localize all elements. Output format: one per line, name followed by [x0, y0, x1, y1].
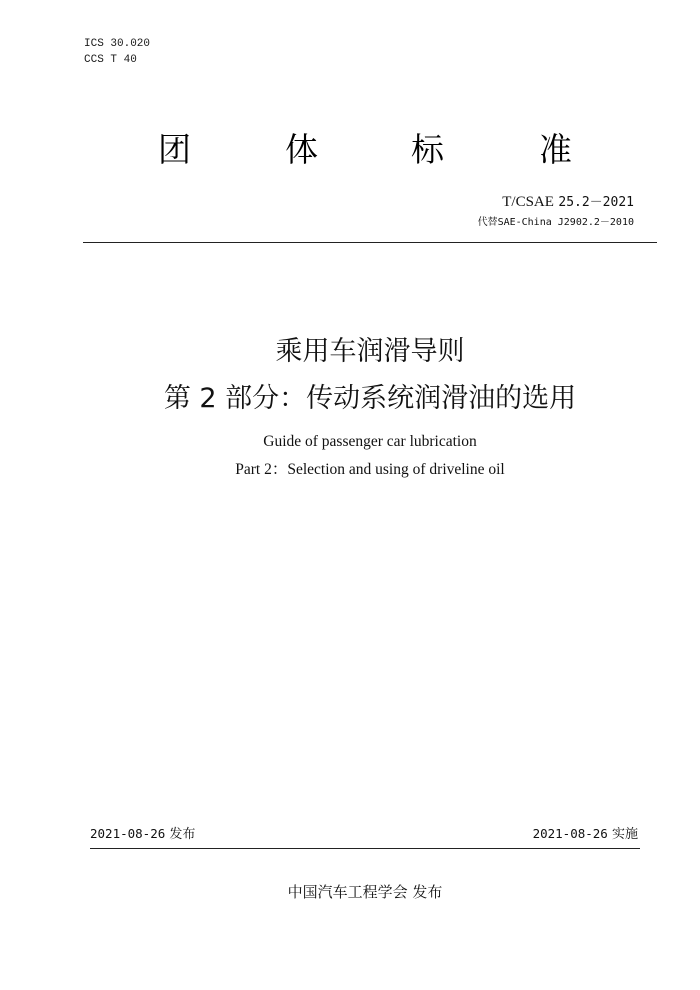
title-en-line1: Guide of passenger car lubrication — [263, 433, 477, 450]
implement-date-value: 2021-08-26 — [532, 826, 608, 841]
classification-codes — [84, 36, 150, 68]
standard-type-char: 团 — [158, 130, 191, 169]
standard-number-value: 25.2－2021 — [558, 195, 634, 210]
footer-divider — [90, 848, 640, 849]
title-en-line2: Part 2：Selection and using of driveline oil — [235, 461, 505, 478]
title-cn-line1: 乘用车润滑导则 — [275, 336, 465, 367]
publisher-action: 发布 — [412, 883, 443, 901]
implement-date — [533, 825, 638, 844]
publish-date-value: 2021-08-26 — [90, 826, 166, 841]
standard-type-char: 标 — [411, 130, 444, 169]
publisher — [0, 882, 700, 902]
publisher-name: 中国汽车工程学会 — [287, 883, 408, 901]
replaces-standard — [478, 216, 634, 230]
standard-type-heading — [0, 128, 700, 172]
header-divider — [83, 242, 657, 243]
standard-type-char: 体 — [285, 130, 318, 169]
implement-date-label: 实施 — [611, 827, 638, 842]
ics-code: ICS 30.020 — [84, 38, 151, 50]
title-cn-line2: 第 2 部分：传动系统润滑油的选用 — [163, 383, 577, 414]
replaces-code: SAE-China J2902.2－2010 — [497, 217, 634, 228]
replaces-label: 代替 — [477, 217, 498, 228]
standard-type-char: 准 — [539, 130, 572, 169]
ccs-code: CCS T 40 — [84, 54, 137, 66]
publish-date-label: 发布 — [169, 827, 196, 842]
publish-date — [90, 825, 195, 844]
standard-number — [502, 193, 634, 212]
standard-number-prefix: T/CSAE — [502, 194, 554, 210]
